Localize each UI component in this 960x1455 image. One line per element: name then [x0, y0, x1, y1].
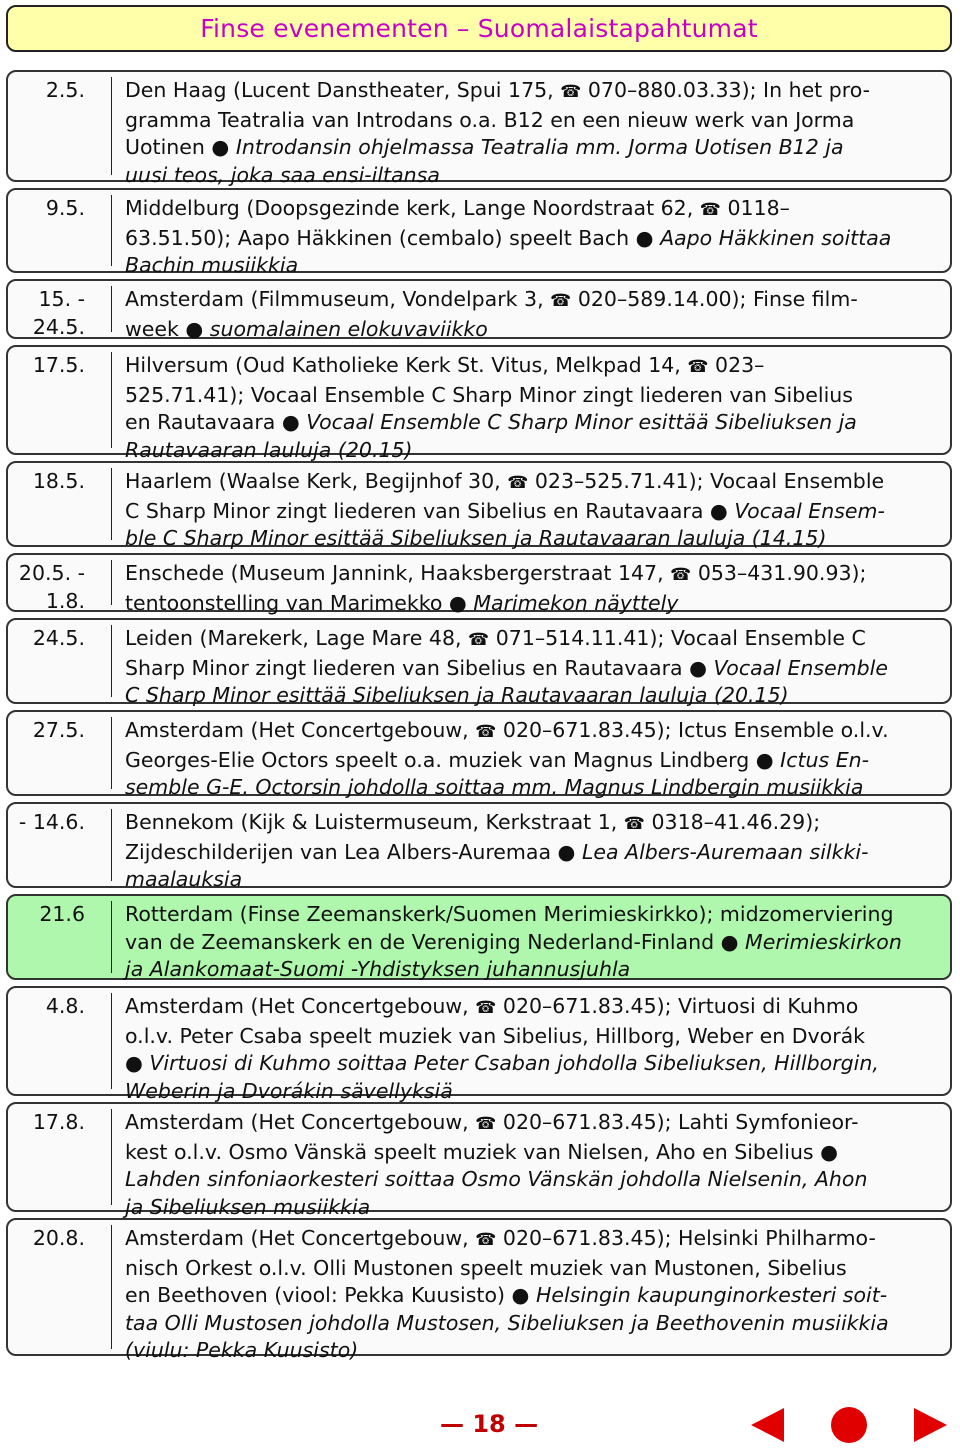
event-text-line [125, 901, 944, 929]
finnish-text: Lea Albers-Auremaan silkki- [581, 839, 869, 864]
dutch-text: tentoonstelling van Marimekko ● [125, 590, 474, 615]
dutch-text: Sharp Minor zingt liederen van Sibelius en Rautavaara ● [125, 655, 714, 680]
finnish-text: Introdansin ohjelmassa Teatralia mm. Jorma Uotisen B12 ja [235, 135, 844, 159]
dutch-text: Middelburg (Doopsgezinde kerk, Lange Noordstraat 62, [125, 196, 700, 220]
event-date-line: 1.8. [45, 588, 85, 613]
dutch-text: 63.51.50); Aapo Häkkinen (cembalo) speelt Bach ● [125, 225, 661, 250]
dutch-text: 020–589.14.00); Finse film- [571, 287, 858, 311]
event-description [125, 1225, 944, 1365]
event-date [8, 560, 111, 615]
event-entry [6, 802, 952, 891]
finnish-text: Lahden sinfoniaorkesteri soittaa Osmo Vänskän johdolla Nielsenin, Ahon [125, 1167, 868, 1191]
finnish-text: ja Sibeliuksen musiikkia [125, 1194, 371, 1219]
event-text-line [125, 839, 944, 867]
event-text-line [125, 1050, 944, 1078]
event-description [125, 195, 944, 280]
finnish-text: Weberin ja Dvorákin sävellyksiä [125, 1078, 453, 1103]
dutch-text: Bennekom (Kijk & Luistermuseum, Kerkstraat 1, [125, 810, 624, 834]
dutch-text: Leiden (Marekerk, Lage Mare 48, [125, 626, 469, 650]
event-text-line [125, 252, 944, 280]
finnish-text: maalauksia [125, 867, 243, 891]
event-text-line [125, 1109, 944, 1139]
dutch-text: Amsterdam (Het Concertgebouw, [125, 1226, 476, 1250]
event-description [125, 901, 944, 984]
dutch-text: o.l.v. Peter Csaba speelt muziek van Sibelius, Hillborg, Weber en Dvorák [125, 1023, 866, 1048]
finnish-text: uusi teos, joka saa ensi-iltansa [125, 162, 440, 187]
dutch-text: C Sharp Minor zingt liederen van Sibelius en Rautavaara ● [125, 498, 735, 523]
dutch-text: 0118– [720, 196, 790, 220]
event-date [8, 993, 111, 1021]
event-date [8, 468, 111, 496]
column-separator [111, 195, 112, 266]
previous-page-icon[interactable] [748, 1405, 788, 1445]
event-date-line: 27.5. [32, 718, 85, 742]
event-date-line: 4.8. [45, 994, 85, 1018]
event-text-line [125, 316, 944, 344]
dutch-text: Haarlem (Waalse Kerk, Begijnhof 30, [125, 469, 508, 493]
event-date-line: 20.8. [32, 1226, 85, 1250]
event-entry [6, 461, 952, 550]
finnish-text: C Sharp Minor esittää Sibeliuksen ja Rautavaaran lauluja (20.15) [125, 683, 789, 707]
event-date-line: 24.5. [32, 626, 85, 650]
finnish-text: ja Alankomaat-Suomi -Yhdistyksen juhannusjuhla [125, 957, 631, 981]
dutch-text: Amsterdam (Het Concertgebouw, [125, 1110, 476, 1134]
event-text-line [125, 107, 944, 135]
finnish-text: Marimekon näyttely [473, 590, 679, 615]
dutch-text: 023–525.71.41); Vocaal Ensemble [528, 469, 885, 493]
phone-icon: ☎ [468, 630, 490, 650]
event-entry [6, 188, 952, 277]
column-separator [111, 77, 112, 175]
event-text-line [125, 468, 944, 498]
finnish-text: Vocaal Ensem- [734, 498, 885, 523]
event-date-line: 18.5. [32, 469, 85, 493]
event-text-line [125, 682, 944, 710]
phone-icon: ☎ [687, 357, 709, 377]
dutch-text: week ● [125, 316, 210, 341]
dutch-text: ● [125, 1051, 150, 1075]
page-title: Finse evenementen – Suomalaistapahtumat [200, 14, 758, 43]
event-date-line: 17.8. [32, 1110, 85, 1134]
event-date-line: - 14.6. [18, 810, 85, 834]
dutch-text: Enschede (Museum Jannink, Haaksbergerstraat 147, [125, 561, 671, 585]
event-text-line [125, 1139, 944, 1167]
event-text-line [125, 134, 944, 162]
event-date [8, 286, 111, 341]
event-description [125, 809, 944, 894]
event-date-line: 17.5. [32, 353, 85, 377]
event-description [125, 77, 944, 189]
column-separator [111, 809, 112, 881]
column-separator [111, 352, 112, 448]
dutch-text: 525.71.41); Vocaal Ensemble C Sharp Minor zingt liederen van Sibelius [125, 382, 853, 407]
finnish-text: Bachin musiikkia [125, 253, 299, 277]
event-date [8, 352, 111, 380]
event-entry [6, 1102, 952, 1219]
event-text-line [125, 625, 944, 655]
event-text-line [125, 409, 944, 437]
phone-icon: ☎ [507, 473, 529, 493]
finnish-text: ble C Sharp Minor esittää Sibeliuksen ja Rautavaaran lauluja (14.15) [125, 526, 827, 550]
next-page-icon[interactable] [910, 1405, 950, 1445]
event-text-line [125, 1023, 944, 1051]
dutch-text: 020–671.83.45); Lahti Symfonieor- [496, 1110, 859, 1134]
event-text-line [125, 1255, 944, 1283]
event-date [8, 809, 111, 837]
dutch-text: Uotinen ● [125, 135, 236, 159]
event-text-line [125, 866, 944, 894]
finnish-text: Ictus En- [780, 747, 870, 772]
finnish-text: Virtuosi di Kuhmo soittaa Peter Csaban johdolla Sibeliuksen, Hillborgin, [149, 1051, 879, 1075]
home-circle-icon[interactable] [829, 1405, 869, 1445]
event-date [8, 195, 111, 223]
event-text-line [125, 1310, 944, 1338]
finnish-text: (viulu: Pekka Kuusisto) [125, 1338, 359, 1362]
dutch-text: Amsterdam (Het Concertgebouw, [125, 994, 476, 1018]
event-entry [6, 618, 952, 707]
event-date [8, 625, 111, 653]
event-entry [6, 894, 952, 980]
event-description [125, 560, 944, 617]
event-text-line [125, 1078, 944, 1106]
column-separator [111, 560, 112, 605]
event-description [125, 352, 944, 464]
column-separator [111, 468, 112, 540]
finnish-text: Rautavaaran lauluja (20.15) [125, 437, 413, 462]
event-text-line [125, 1337, 944, 1365]
dutch-text: Rotterdam (Finse Zeemanskerk/Suomen Merimieskirkko); midzomerviering [125, 902, 894, 926]
dutch-text: 071–514.11.41); Vocaal Ensemble C [489, 626, 866, 650]
column-separator [111, 1225, 112, 1349]
phone-icon: ☎ [699, 200, 721, 220]
event-text-line [125, 195, 944, 225]
finnish-text: Merimieskirkon [745, 929, 902, 954]
column-separator [111, 717, 112, 789]
page-number: — 18 — [440, 1410, 539, 1438]
dutch-text: Den Haag (Lucent Danstheater, Spui 175, [125, 78, 561, 102]
event-entry [6, 710, 952, 799]
phone-icon: ☎ [475, 1114, 497, 1134]
event-text-line [125, 560, 944, 590]
column-separator [111, 1109, 112, 1205]
event-text-line [125, 1282, 944, 1310]
event-date [8, 717, 111, 745]
phone-icon: ☎ [475, 1230, 497, 1250]
event-date-line: 9.5. [45, 196, 85, 220]
event-entry [6, 345, 952, 462]
dutch-text: 020–671.83.45); Ictus Ensemble o.l.v. [496, 718, 889, 742]
finnish-text: Vocaal Ensemble C Sharp Minor esittää Sibeliuksen ja [306, 410, 857, 434]
phone-icon: ☎ [560, 82, 582, 102]
event-date-line: 2.5. [45, 78, 85, 102]
phone-icon: ☎ [475, 998, 497, 1018]
event-date [8, 1225, 111, 1253]
dutch-text: en Rautavaara ● [125, 410, 307, 434]
event-description [125, 625, 944, 710]
column-separator [111, 993, 112, 1089]
event-description [125, 286, 944, 343]
event-date [8, 1109, 111, 1137]
event-entry [6, 279, 952, 339]
event-description [125, 468, 944, 553]
event-entry [6, 70, 952, 187]
event-date [8, 77, 111, 105]
event-text-line [125, 1194, 944, 1222]
dutch-text: Hilversum (Oud Katholieke Kerk St. Vitus, Melkpad 14, [125, 353, 688, 377]
finnish-text: suomalainen elokuvaviikko [209, 316, 488, 341]
event-text-line [125, 929, 944, 957]
dutch-text: 070–880.03.33); In het pro- [581, 78, 871, 102]
dutch-text: Amsterdam (Filmmuseum, Vondelpark 3, [125, 287, 551, 311]
event-date-line: 20.5. - [18, 561, 85, 585]
event-text-line [125, 162, 944, 190]
dutch-text: nisch Orkest o.l.v. Olli Mustonen speelt muziek van Mustonen, Sibelius [125, 1255, 847, 1280]
dutch-text: kest o.l.v. Osmo Vänskä speelt muziek van Nielsen, Aho en Sibelius ● [125, 1139, 839, 1164]
event-text-line [125, 525, 944, 553]
event-text-line [125, 437, 944, 465]
event-description [125, 993, 944, 1105]
event-date-line: 21.6 [39, 902, 85, 926]
event-description [125, 717, 944, 802]
event-entry [6, 986, 952, 1103]
finnish-text: taa Olli Mustosen johdolla Mustosen, Sibeliuksen ja Beethovenin musiikkia [125, 1310, 889, 1335]
dutch-text: gramma Teatralia van Introdans o.a. B12 en een nieuw werk van Jorma [125, 107, 855, 132]
dutch-text: 023– [708, 353, 765, 377]
event-description [125, 1109, 944, 1221]
event-text-line [125, 1166, 944, 1194]
phone-icon: ☎ [670, 565, 692, 585]
finnish-text: Aapo Häkkinen soittaa [660, 225, 892, 250]
finnish-text: Helsingin kaupunginorkesteri soit- [535, 1283, 888, 1307]
event-text-line [125, 498, 944, 526]
event-text-line [125, 717, 944, 747]
event-text-line [125, 774, 944, 802]
event-text-line [125, 352, 944, 382]
event-date-line: 24.5. [32, 314, 85, 339]
dutch-text: en Beethoven (viool: Pekka Kuusisto) ● [125, 1283, 536, 1307]
event-text-line [125, 286, 944, 316]
finnish-text: semble G-E. Octorsin johdolla soittaa mm. Magnus Lindbergin musiikkia [125, 775, 864, 799]
dutch-text: 020–671.83.45); Helsinki Philharmo- [496, 1226, 876, 1250]
phone-icon: ☎ [550, 291, 572, 311]
event-text-line [125, 956, 944, 984]
event-text-line [125, 590, 944, 618]
dutch-text: Georges-Elie Octors speelt o.a. muziek van Magnus Lindberg ● [125, 747, 781, 772]
phone-icon: ☎ [475, 722, 497, 742]
event-entry [6, 553, 952, 615]
finnish-text: Vocaal Ensemble [713, 655, 888, 680]
event-text-line [125, 1225, 944, 1255]
event-text-line [125, 655, 944, 683]
column-separator [111, 625, 112, 697]
dutch-text: 053–431.90.93); [691, 561, 867, 585]
event-date [8, 901, 111, 929]
event-date-line: 15. - [38, 287, 85, 311]
phone-icon: ☎ [623, 814, 645, 834]
event-text-line [125, 747, 944, 775]
dutch-text: 020–671.83.45); Virtuosi di Kuhmo [496, 994, 859, 1018]
dutch-text: van de Zeemanskerk en de Vereniging Nederland-Finland ● [125, 929, 746, 954]
event-text-line [125, 225, 944, 253]
dutch-text: 0318–41.46.29); [644, 810, 821, 834]
event-text-line [125, 809, 944, 839]
column-separator [111, 286, 112, 332]
event-entry [6, 1218, 952, 1362]
event-text-line [125, 382, 944, 410]
dutch-text: Amsterdam (Het Concertgebouw, [125, 718, 476, 742]
event-text-line [125, 77, 944, 107]
dutch-text: Zijdeschilderijen van Lea Albers-Auremaa ● [125, 839, 582, 864]
event-text-line [125, 993, 944, 1023]
column-separator [111, 901, 112, 973]
